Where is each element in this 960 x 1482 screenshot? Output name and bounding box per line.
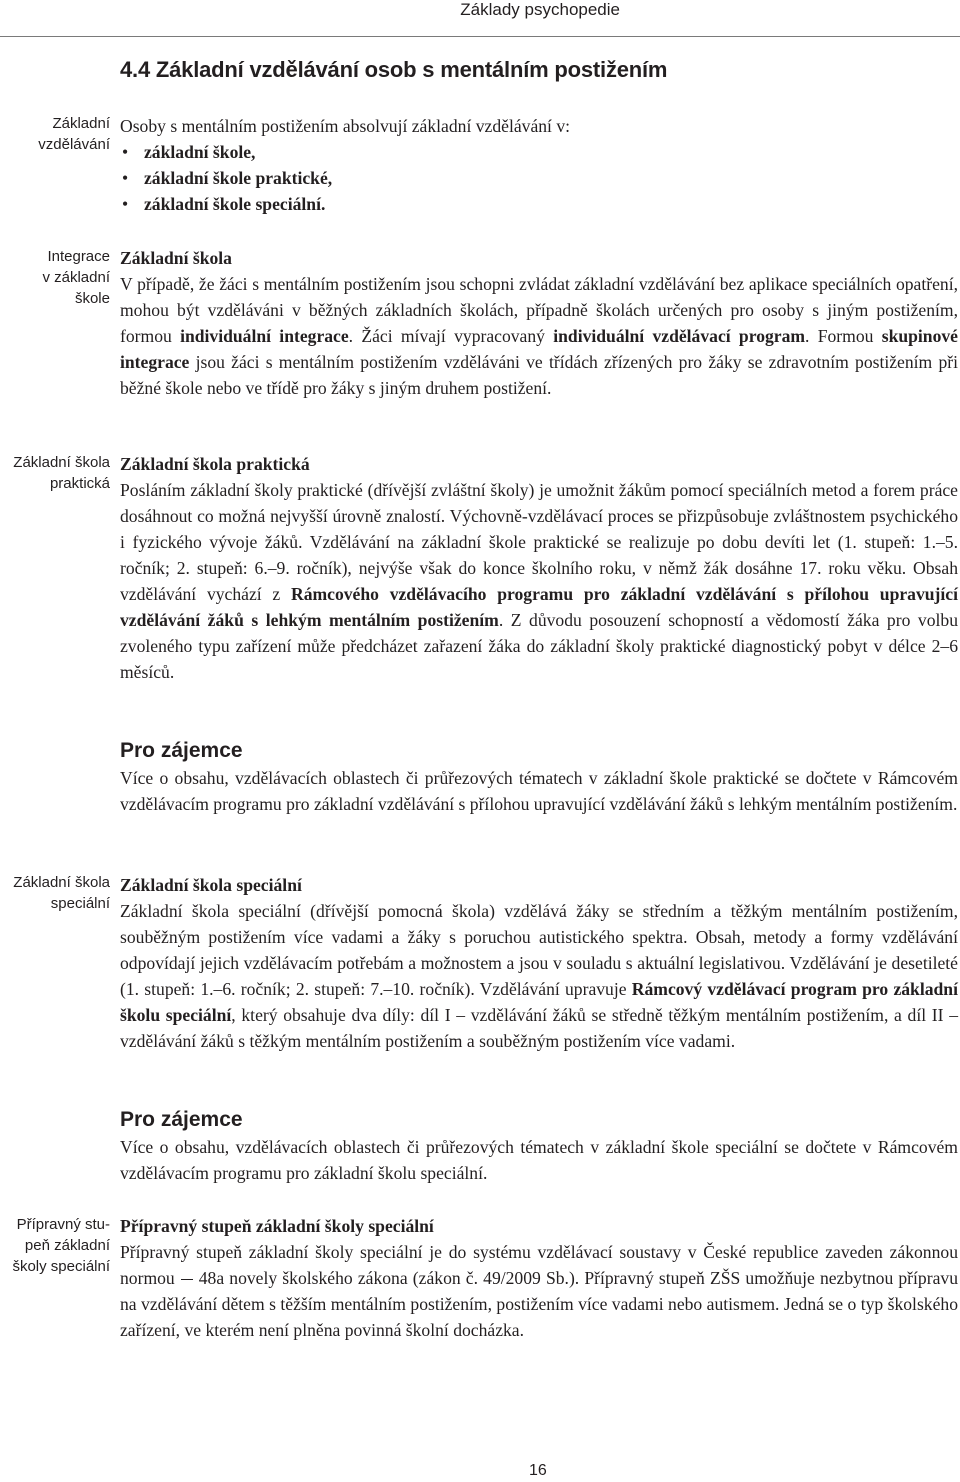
pro-zajemce-title: Pro zájemce	[120, 1108, 243, 1131]
pro-zajemce-box-1	[120, 737, 958, 817]
running-header	[0, 0, 960, 37]
margin-note-line: Základní škola	[13, 874, 110, 891]
bold-term: individuální vzdělávací program	[553, 326, 806, 346]
section-heading: Přípravný stupeň základní školy speciální	[120, 1216, 434, 1236]
margin-note-line: Základní	[52, 115, 110, 132]
margin-note-pripravny	[0, 1214, 110, 1277]
margin-note-line: peň základní	[24, 1237, 110, 1254]
text-run: V případě, že žáci s mentálním postižením jsou schopni zvládat základní vzdělávání bez aplikace speciálních opatření, mohou být vzděláváni v běžných základních školách, případně školách určených pro osoby s jiným postižením, formou	[120, 274, 958, 346]
section-zakladni-skola	[120, 245, 958, 401]
bold-term: Rámcového vzdělávacího programu pro základní vzdělávání s přílohou upravující vzdělávání žáků s lehkým mentálním postižením	[120, 584, 958, 630]
section-heading: Základní škola	[120, 248, 232, 268]
text-run: . Z důvodu posouzení schopností a vědomostí žáka pro volbu zvoleného typu zařízení může předcházet zařazení žáka do základní školy praktické diagnostický pobyt v délce 2–6 měsíců.	[120, 610, 958, 682]
margin-note-line: Přípravný stu-	[16, 1216, 110, 1233]
section-heading: Základní škola speciální	[120, 875, 302, 895]
margin-note-line: Základní škola	[13, 454, 110, 471]
text-run: . Žáci mívají vypracovaný	[348, 326, 554, 346]
margin-note-line: Integrace	[47, 248, 110, 265]
margin-note-integrace	[0, 246, 110, 309]
pro-zajemce-box-2	[120, 1106, 958, 1186]
pro-zajemce-text: Více o obsahu, vzdělávacích oblastech či průřezových tématech v základní škole praktické se dočtete v Rámcovém vzdělávacím programu pro základní vzdělávání s přílohou upravující vzdělávání žáků s lehkým mentálním postižením.	[120, 768, 958, 814]
bold-term: individuální integrace	[180, 326, 349, 346]
section-paragraph	[120, 477, 958, 685]
text-run: Přípravný stupeň základní školy speciální je do systému vzdělávací soustavy v České republice zaveden zákonnou normou	[120, 1242, 958, 1288]
school-type-list	[120, 139, 958, 217]
chapter-title: 4.4 Základní vzdělávání osob s mentálním postižením	[120, 57, 668, 82]
dash-icon	[181, 1279, 193, 1280]
text-run: , který obsahuje dva díly: díl I – vzdělávání žáků se středně těžkým mentálním postižením, a díl II – vzdělávání žáků s těžkým mentálním postižením a souběžným postižením více vadami.	[120, 1005, 959, 1051]
margin-note-line: praktická	[49, 475, 110, 492]
section-paragraph	[120, 1239, 958, 1343]
section-pripravny-stupen	[120, 1213, 958, 1343]
section-heading: Základní škola praktická	[120, 454, 310, 474]
margin-note-specialni	[0, 872, 110, 914]
section-zakladni-skola-specialni	[120, 872, 958, 1054]
margin-note-prakticka	[0, 452, 110, 494]
text-run: Základní škola speciální (dřívější pomocná škola) vzdělává žáky se středním a těžkým mentálním postižením, souběžným postižením více vadami a žáky s poruchou autistického spektra. Obsah, metody a formy vzdělávání odpovídají jejich vzdělávacím potřebám a možnostem a jsou v souladu s aktuální legislativou. Vzdělávání je desetileté (1. stupeň: 1.–6. ročník; 2. stupeň: 7.–10. ročník). Vzdělávání upravuje	[120, 901, 958, 999]
list-item: • základní škole speciální.	[120, 191, 958, 217]
pro-zajemce-text: Více o obsahu, vzdělávacích oblastech či průřezových tématech v základní škole speciální se dočtete v Rámcovém vzdělávacím programu pro základní školu speciální.	[120, 1137, 958, 1183]
section-paragraph	[120, 898, 958, 1054]
pro-zajemce-title: Pro zájemce	[120, 739, 243, 762]
margin-note-line: v základní	[42, 269, 110, 286]
section-paragraph	[120, 271, 958, 401]
bold-term: Rámcový vzdělávací program pro základní školu speciální	[120, 979, 958, 1025]
page-number: 16	[529, 1462, 547, 1479]
margin-note-line: škole	[74, 290, 110, 307]
section-zakladni-skola-prakticka	[120, 451, 958, 685]
text-run: jsou žáci s mentálním postižením vzděláváni ve třídách zřízených pro žáky se zdravotním postižením při běžné škole nebo ve třídě pro žáky s jiným druhem postižení.	[120, 352, 958, 398]
list-item: • základní škole,	[120, 139, 958, 165]
text-run: 48a novely školského zákona (zákon č. 49/2009 Sb.). Přípravný stupeň ZŠS umožňuje nezbytnou přípravu na vzdělávání dětem s těžším mentálním postižením, postižením více vadami nebo autismem. Jedná se o typ školského zařízení, ve kterém není plněna povinná školní docházka.	[120, 1268, 958, 1340]
margin-note-zakladni-vzdelavani	[0, 113, 110, 155]
margin-note-line: vzdělávání	[38, 136, 110, 153]
text-run: . Formou	[805, 326, 882, 346]
intro-lead: Osoby s mentálním postižením absolvují základní vzdělávání v:	[120, 116, 571, 136]
text-run: Posláním základní školy praktické (dřívější zvláštní školy) je umožnit žákům pomocí speciálních metod a forem práce dosáhnout co možná nejvyšší úrovně znalostí. Výchovně-vzdělávací proces se přizpůsobuje zvláštnostem psychického i fyzického vývoje žáků. Vzdělávání na základní škole praktické se realizuje po dobu devíti let (1. stupeň: 1.–5. ročník; 2. stupeň: 6.–9. ročník), nejvýše však do konce školního roku, v němž žák dosáhne 17. roku věku. Obsah vzdělávání vychází z	[120, 480, 958, 604]
running-title: Základy psychopedie	[460, 0, 620, 19]
list-item: • základní škole praktické,	[120, 165, 958, 191]
bold-term: skupinové integrace	[120, 326, 958, 372]
intro-section	[120, 113, 958, 217]
margin-note-line: školy speciální	[12, 1258, 110, 1275]
margin-note-line: speciální	[50, 895, 110, 912]
